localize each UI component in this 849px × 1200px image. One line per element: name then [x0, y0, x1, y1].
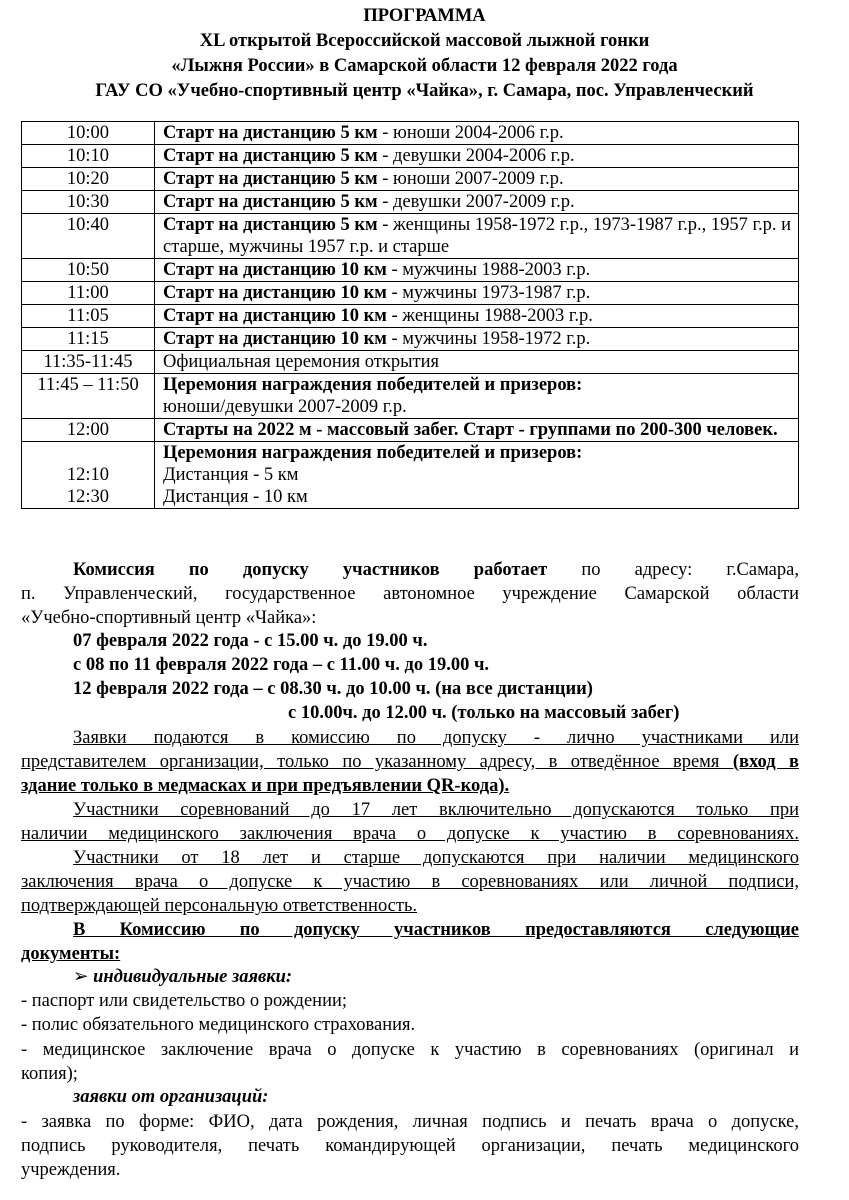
individual-label: индивидуальные заявки:	[93, 967, 293, 987]
commission-address-2: п. Управленческий, государственное автономное учреждение Самарской области	[21, 584, 799, 604]
minors-paragraph	[21, 798, 799, 846]
schedule-event-text: - женщины 1988-2003 г.р.	[386, 306, 593, 326]
schedule-description	[155, 259, 799, 282]
schedule-event-text: - мужчины 1973-1987 г.р.	[386, 283, 591, 303]
individual-item-3-line-1: - медицинское заключение врача о допуске к участию в соревнованиях (оригинал и	[21, 1040, 799, 1060]
commission-address-3: «Учебно-спортивный центр «Чайка»:	[21, 608, 317, 628]
awards-time-1: 12:10	[66, 465, 110, 485]
schedule-description	[155, 122, 799, 145]
schedule-time: 11:05	[22, 305, 155, 328]
apply-line-3: здание только в медмасках и при предъявлении QR-кода).	[21, 776, 510, 796]
awards-times	[22, 442, 155, 509]
schedule-time: 11:15	[22, 328, 155, 351]
schedule-description	[155, 282, 799, 305]
awards-heading: Церемония награждения победителей и призеров:	[163, 443, 583, 463]
schedule-row	[22, 328, 799, 351]
schedule-event-text: - юноши 2004-2006 г.р.	[377, 123, 564, 143]
organization-item-line-1: - заявка по форме: ФИО, дата рождения, личная подпись и печать врача о допуске,	[21, 1112, 799, 1132]
arrow-bullet-icon: ➢	[73, 967, 89, 987]
schedule-row	[22, 145, 799, 168]
awards-item-2: Дистанция - 10 км	[163, 487, 308, 507]
schedule-row	[22, 419, 799, 442]
awards-description	[155, 442, 799, 509]
event-title: XL открытой Всероссийской массовой лыжной гонки	[199, 31, 650, 51]
schedule-row	[22, 122, 799, 145]
organization-label: заявки от организаций:	[73, 1087, 269, 1107]
schedule-line-3: 12 февраля 2022 года – с 08.30 ч. до 10.00 ч. (на все дистанции)	[73, 679, 593, 699]
schedule-description	[155, 351, 799, 374]
organization-item-line-2: подпись руководителя, печать командирующей организации, печать медицинского	[21, 1136, 799, 1156]
apply-line-2: представителем организации, только по указанному адресу, в отведённое время	[21, 752, 733, 772]
schedule-row	[22, 259, 799, 282]
schedule-event-bold: Церемония награждения победителей и призеров:	[163, 375, 583, 395]
apply-line-1: Заявки подаются в комиссию по допуску - лично участниками или	[73, 728, 799, 748]
minors-line-1: Участники соревнований до 17 лет включительно допускаются только при	[73, 800, 799, 820]
schedule-row	[22, 351, 799, 374]
apply-paragraph	[21, 726, 799, 798]
schedule-description	[155, 328, 799, 351]
schedule-row	[22, 214, 799, 259]
schedule-row	[22, 305, 799, 328]
schedule-time: 10:20	[22, 168, 155, 191]
schedule-description	[155, 191, 799, 214]
schedule-event-text: - мужчины 1958-1972 г.р.	[386, 329, 591, 349]
schedule-event-bold: Старт на дистанцию 5 км	[163, 169, 378, 189]
individual-item-1: - паспорт или свидетельство о рождении;	[21, 991, 348, 1011]
awards-row	[22, 442, 799, 509]
schedule-event-bold: Старт на дистанцию 5 км	[163, 192, 378, 212]
schedule-line-4: с 10.00ч. до 12.00 ч. (только на массовый забег)	[288, 703, 680, 723]
schedule-row	[22, 191, 799, 214]
schedule-event-bold: Старт на дистанцию 5 км	[163, 215, 378, 235]
schedule-event-text: юноши/девушки 2007-2009 г.р.	[163, 397, 407, 417]
adults-line-3: подтверждающей персональную ответственность.	[21, 896, 418, 916]
schedule-time: 11:00	[22, 282, 155, 305]
organization-item-line-3: учреждения.	[21, 1160, 121, 1180]
commission-paragraph	[21, 558, 799, 630]
individual-heading	[73, 966, 292, 989]
schedule-description	[155, 214, 799, 259]
schedule-event-bold: Старт на дистанцию 5 км	[163, 123, 378, 143]
schedule-row	[22, 168, 799, 191]
adults-line-2: заключения врача о допуске к участию в соревнованиях или личной подписи,	[21, 872, 799, 892]
schedule-time: 12:00	[22, 419, 155, 442]
schedule-time: 10:00	[22, 122, 155, 145]
schedule-event-text: - девушки 2004-2006 г.р.	[377, 146, 575, 166]
schedule-time: 11:45 – 11:50	[22, 374, 155, 419]
schedule-event-bold: Старт на дистанцию 10 км	[163, 306, 387, 326]
schedule-event-text: Официальная церемония открытия	[163, 352, 440, 372]
commission-heading: Комиссия по допуску участников работает	[73, 560, 548, 580]
schedule-event-bold: Старт на дистанцию 10 км	[163, 283, 387, 303]
schedule-time: 11:35-11:45	[22, 351, 155, 374]
schedule-event-text: - девушки 2007-2009 г.р.	[377, 192, 575, 212]
schedule-line-2: с 08 по 11 февраля 2022 года – с 11.00 ч. до 19.00 ч.	[73, 655, 489, 675]
documents-heading	[21, 918, 799, 966]
program-title: ПРОГРАММА	[363, 6, 486, 26]
schedule-row	[22, 282, 799, 305]
awards-item-1: Дистанция - 5 км	[163, 465, 299, 485]
adults-line-1: Участники от 18 лет и старше допускаются при наличии медицинского	[73, 848, 799, 868]
schedule-event-bold: Старт на дистанцию 5 км	[163, 146, 378, 166]
schedule-event-bold: Старт на дистанцию 10 км	[163, 260, 387, 280]
event-subtitle: «Лыжня России» в Самарской области 12 февраля 2022 года	[171, 56, 678, 76]
schedule-time: 10:40	[22, 214, 155, 259]
schedule-description	[155, 419, 799, 442]
schedule-time: 10:50	[22, 259, 155, 282]
schedule-line-1: 07 февраля 2022 года - с 15.00 ч. до 19.00 ч.	[73, 631, 428, 651]
schedule-time: 10:30	[22, 191, 155, 214]
commission-address-1: по адресу: г.Самара,	[547, 560, 799, 580]
schedule-event-bold: Старт на дистанцию 10 км	[163, 329, 387, 349]
minors-line-2: наличии медицинского заключения врача о допуске к участию в соревнованиях.	[21, 824, 799, 844]
organization-item	[21, 1110, 799, 1182]
documents-heading-line-2: документы:	[21, 944, 121, 964]
documents-heading-line-1: В Комиссию по допуску участников предоставляются следующие	[73, 920, 799, 940]
individual-item-3-line-2: копия);	[21, 1064, 78, 1084]
individual-item-3	[21, 1038, 799, 1086]
schedule-table	[21, 121, 799, 509]
individual-item-2: - полис обязательного медицинского страхования.	[21, 1015, 416, 1035]
schedule-description	[155, 374, 799, 419]
schedule-event-text: - юноши 2007-2009 г.р.	[377, 169, 564, 189]
schedule-description	[155, 145, 799, 168]
schedule-description	[155, 305, 799, 328]
schedule-row	[22, 374, 799, 419]
awards-time-2: 12:30	[66, 487, 110, 507]
schedule-description	[155, 168, 799, 191]
schedule-event-bold: Старты на 2022 м - массовый забег. Старт - группами по 200-300 человек.	[163, 420, 778, 440]
venue-title: ГАУ СО «Учебно-спортивный центр «Чайка», г. Самара, пос. Управленческий	[95, 81, 754, 101]
schedule-event-text: - женщины 1958-1972 г.р., 1973-1987 г.р., 1957 г.р. и старше, мужчины 1957 г.р. и старше	[163, 215, 792, 257]
schedule-time: 10:10	[22, 145, 155, 168]
apply-line-2-bold: (вход в	[732, 752, 799, 772]
adults-paragraph	[21, 846, 799, 918]
schedule-event-text: - мужчины 1988-2003 г.р.	[386, 260, 591, 280]
